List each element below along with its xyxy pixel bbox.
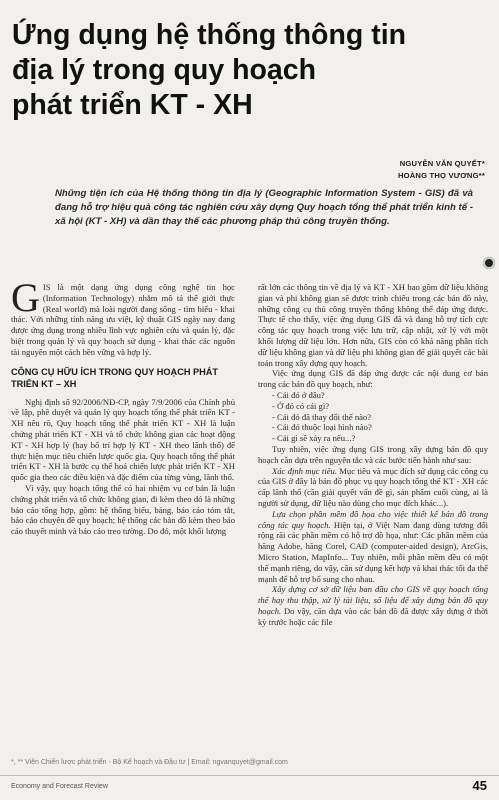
author-name: HOÀNG THỌ VƯƠNG**	[397, 171, 485, 180]
body-paragraph: Tuy nhiên, việc ứng dụng GIS trong xây dựng bản đồ quy hoạch cần dựa trên nguyên tắc và các bước tiến hành như sau:	[258, 443, 488, 465]
list-item: - Cái đó đã thay đổi thế nào?	[272, 411, 372, 422]
drop-cap: G	[11, 275, 40, 320]
footer-divider	[0, 775, 499, 776]
body-paragraph	[258, 509, 488, 585]
list-item: - Cái gì sẽ xảy ra nếu...?	[272, 433, 356, 444]
list-item: - Cái đó thuộc loại hình nào?	[272, 422, 372, 433]
list-item: - Ở đó có cái gì?	[272, 400, 330, 411]
body-paragraph: Nghị định số 92/2006/NĐ-CP, ngày 7/9/2006 của Chính phủ về lập, phê duyệt và quản lý quy hoạch tổng thể phát triển KT - XH nêu rõ, Quy hoạch tổng thể phát triển KT - XH là luận chứng phát triển KT - XH và tổ chức không gian các hoạt động KT - XH hợp lý (hay bố trí hợp lý KT - XH theo lãnh thổ) để thực hiện mục tiêu chiến lược quốc gia. Quy hoạch tổng thể phát triển KT - XH là bước cụ thể hoá chiến lược phát triển KT - XH quốc gia theo các điều kiện và đặc điểm của từng vùng, lãnh thổ.	[11, 396, 235, 483]
section-heading: CÔNG CỤ HỮU ÍCH TRONG QUY HOẠCH PHÁT TRIỂN KT – XH	[11, 366, 219, 389]
authors	[398, 158, 485, 182]
article-title	[12, 18, 490, 123]
title-line: Ứng dụng hệ thống thông tin	[12, 19, 407, 51]
column-right	[258, 282, 488, 628]
body-paragraph: Vì vậy, quy hoạch tổng thể có hai nhiệm vụ cơ bản là luận chứng phát triển và tổ chức không gian, đi kèm theo đó là những báo cáo tổng hợp, gồm: hệ thống biểu, bảng, báo cáo tóm tắt, báo cáo chuyên đề quy hoạch; hệ thống các bản đồ kèm theo báo cáo thuyết minh và báo cáo treo tường. Do đó, một khối lượng	[11, 482, 235, 537]
body-paragraph: Việc ứng dụng GIS đã đáp ứng được các nội dung cơ bản trong các bản đồ quy hoạch, như:	[258, 368, 488, 390]
lead-paragraph: Những tiện ích của Hệ thống thông tin địa lý (Geographic Information System - GIS) đã và đang hỗ trợ hiệu quả công tác nghiên cứu xây dựng Quy hoạch tổng thể phát triển kinh tế - xã hội (KT - XH) và dần thay thế các phương pháp thủ công truyền thống.	[55, 188, 473, 228]
body-paragraph	[11, 275, 235, 358]
body-paragraph: rất lớn các thông tin về địa lý và KT - XH bao gồm dữ liệu không gian và phi không gian sẽ được trình chiếu trong các bản đồ này, những công cụ thủ công truyền thống không thể đáp ứng được. Thực tế cho thấy, việc ứng dụng GIS đã và đang hỗ trợ tích cực công tác quy hoạch trong việc lưu trữ, cập nhật, xử lý với một khối lượng dữ liệu lớn. Hơn nữa, GIS còn có khả năng phân tích dữ liệu không gian và dữ liệu phi không gian để giải quyết các bài toán trong xây dựng quy hoạch.	[258, 282, 488, 368]
decorative-bullet-icon	[483, 257, 495, 269]
italic-lead: Lựa chọn phần mềm đồ họa cho việc thiết kế bản đồ trong công tác quy hoạch.	[258, 508, 488, 530]
body-text: Hiện tại, ở Việt Nam đang dùng tương đối rộng rãi các phần mềm có hỗ trợ đồ họa, như: Các phần mềm của hãng Adobe, hãng Corel, CAD (computer-aided design), ArcGis, Micro Station, MapInfo... Tuy nhiên, mỗi phần mềm đều có một thế mạnh riêng, do vậy, cần sử dụng kết hợp và khai thác tối đa thế mạnh để hỗ trợ bổ sung cho nhau.	[258, 519, 488, 584]
author-name: NGUYỄN VĂN QUYẾT*	[399, 159, 485, 168]
body-paragraph	[258, 584, 488, 627]
title-line: phát triển KT - XH	[12, 89, 253, 121]
body-text: Mục tiêu và mục đích sử dụng các công cụ của GIS ở đây là bản đồ phục vụ quy hoạch tổng thể KT - XH các cấp lãnh thổ (cần giải quyết vấn đề gì, sản phẩm cuối cùng, ai là người sử dụng, dữ liệu nào dùng cho mục đích khác...).	[258, 465, 488, 508]
body-paragraph	[258, 466, 488, 509]
body-text: IS là một dạng ứng dụng công nghệ tin học (Information Technology) nhằm mô tả thế giới thực (Real world) mà loài người đang sống - tìm hiểu - khai thác. Với những tính năng ưu việt, kỹ thuật GIS ngày nay đang được ứng dụng trong nhiều lĩnh vực nghiên cứu và quản lý, đặc biệt trong quản lý và quy hoạch sử dụng - khai thác các nguồn tài nguyên một cách bền vững và hợp lý.	[11, 282, 235, 357]
magazine-name: Economy and Forecast Review	[11, 783, 108, 790]
italic-lead: Xác định mục tiêu.	[272, 465, 337, 476]
list-item: - Cái đó ở đâu?	[272, 389, 325, 400]
column-left	[11, 275, 235, 537]
italic-lead: Xây dựng cơ sở dữ liệu ban đầu cho GIS về quy hoạch tổng thể hay thu thập, xử lý tài liệu, số liệu để xây dựng bản đồ quy hoạch.	[258, 584, 488, 616]
body-text: Do vậy, căn dựa vào các bản đồ đã được xây dựng ở thời kỳ trước hoặc các file	[258, 605, 488, 627]
question-list	[258, 390, 488, 444]
page-number: 45	[472, 778, 487, 793]
author-footnote: *, ** Viện Chiến lược phát triển - Bộ Kế hoạch và Đầu tư | Email: ngvanquyet@gmail.com	[11, 759, 288, 766]
title-line: địa lý trong quy hoạch	[12, 54, 317, 86]
